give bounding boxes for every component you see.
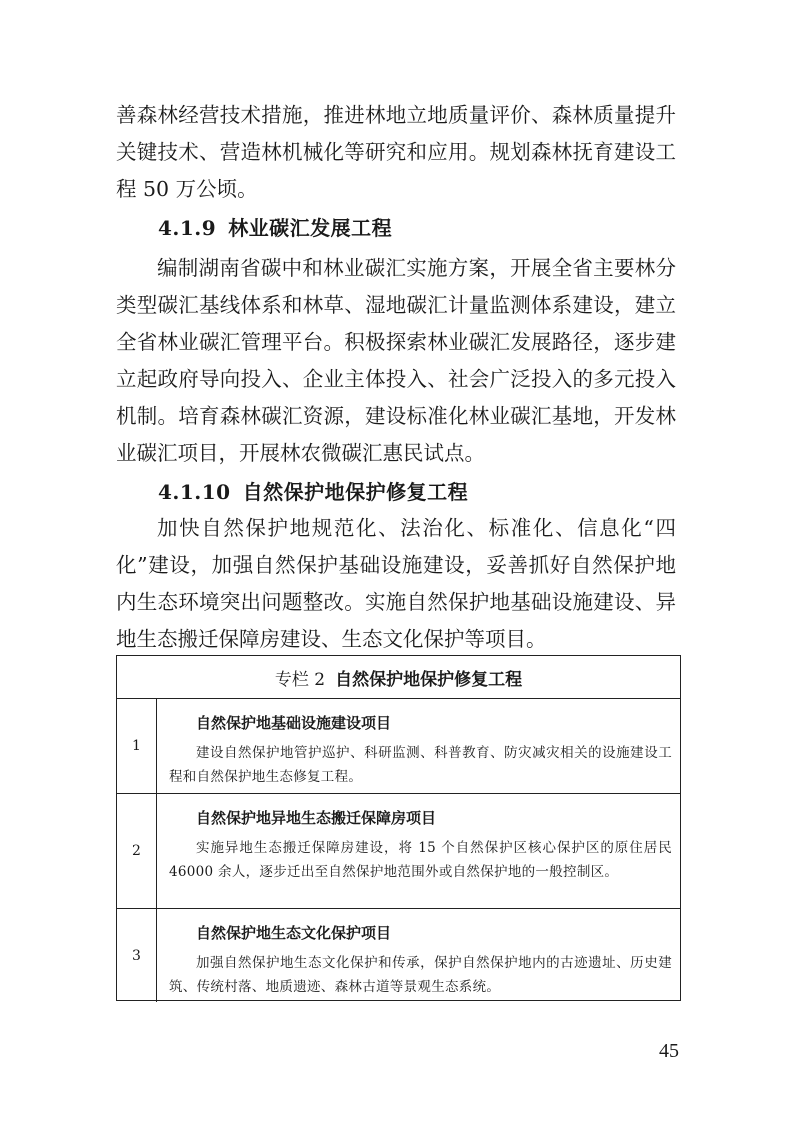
row-index: 3 [117, 909, 157, 1002]
row-content [157, 794, 680, 908]
intro-paragraph: 善森林经营技术措施，推进林地立地质量评价、森林质量提升关键技术、营造林机械化等研究和应用。规划森林抚育建设工程 50 万公顷。 [116, 103, 676, 201]
table-row [117, 909, 680, 1002]
feature-box-heading: 自然保护地保护修复工程 [335, 669, 523, 690]
section-heading-4-1-9 [158, 210, 392, 247]
section-number: 4.1.9 [158, 216, 217, 240]
feature-box-label: 专栏 2 [274, 669, 326, 690]
feature-box-title [117, 656, 680, 699]
feature-box [116, 655, 681, 1001]
project-description: 实施异地生态搬迁保障房建设，将 15 个自然保护区核心保护区的原住居民 46000 余人，逐步迁出至自然保护地范围外或自然保护地的一般控制区。 [169, 840, 672, 880]
project-title: 自然保护地生态文化保护项目 [196, 924, 392, 942]
project-title: 自然保护地基础设施建设项目 [196, 714, 392, 732]
row-content [157, 699, 680, 793]
table-row [117, 699, 680, 794]
project-description: 建设自然保护地管护巡护、科研监测、科普教育、防灾减灾相关的设施建设工程和自然保护地生态修复工程。 [169, 745, 672, 785]
row-index: 1 [117, 699, 157, 793]
section-body-4-1-10: 加快自然保护地规范化、法治化、标准化、信息化“四化”建设，加强自然保护基础设施建设，妥善抓好自然保护地内生态环境突出问题整改。实施自然保护地基础设施建设、异地生态搬迁保障房建设、生态文化保护等项目。 [116, 516, 676, 651]
page-number: 45 [659, 1040, 679, 1062]
row-content [157, 909, 680, 1002]
row-index: 2 [117, 794, 157, 908]
table-row [117, 794, 680, 909]
section-body-4-1-9: 编制湖南省碳中和林业碳汇实施方案，开展全省主要林分类型碳汇基线体系和林草、湿地碳汇计量监测体系建设，建立全省林业碳汇管理平台。积极探索林业碳汇发展路径，逐步建立起政府导向投入、企业主体投入、社会广泛投入的多元投入机制。培育森林碳汇资源，建设标准化林业碳汇基地，开发林业碳汇项目，开展林农微碳汇惠民试点。 [116, 256, 676, 465]
section-heading-4-1-10 [158, 474, 468, 511]
project-title: 自然保护地异地生态搬迁保障房项目 [196, 809, 437, 827]
project-description: 加强自然保护地生态文化保护和传承，保护自然保护地内的古迹遗址、历史建筑、传统村落、地质遗迹、森林古道等景观生态系统。 [169, 955, 672, 995]
section-title: 自然保护地保护修复工程 [242, 480, 469, 504]
section-title: 林业碳汇发展工程 [228, 216, 393, 240]
section-number: 4.1.10 [158, 480, 231, 504]
